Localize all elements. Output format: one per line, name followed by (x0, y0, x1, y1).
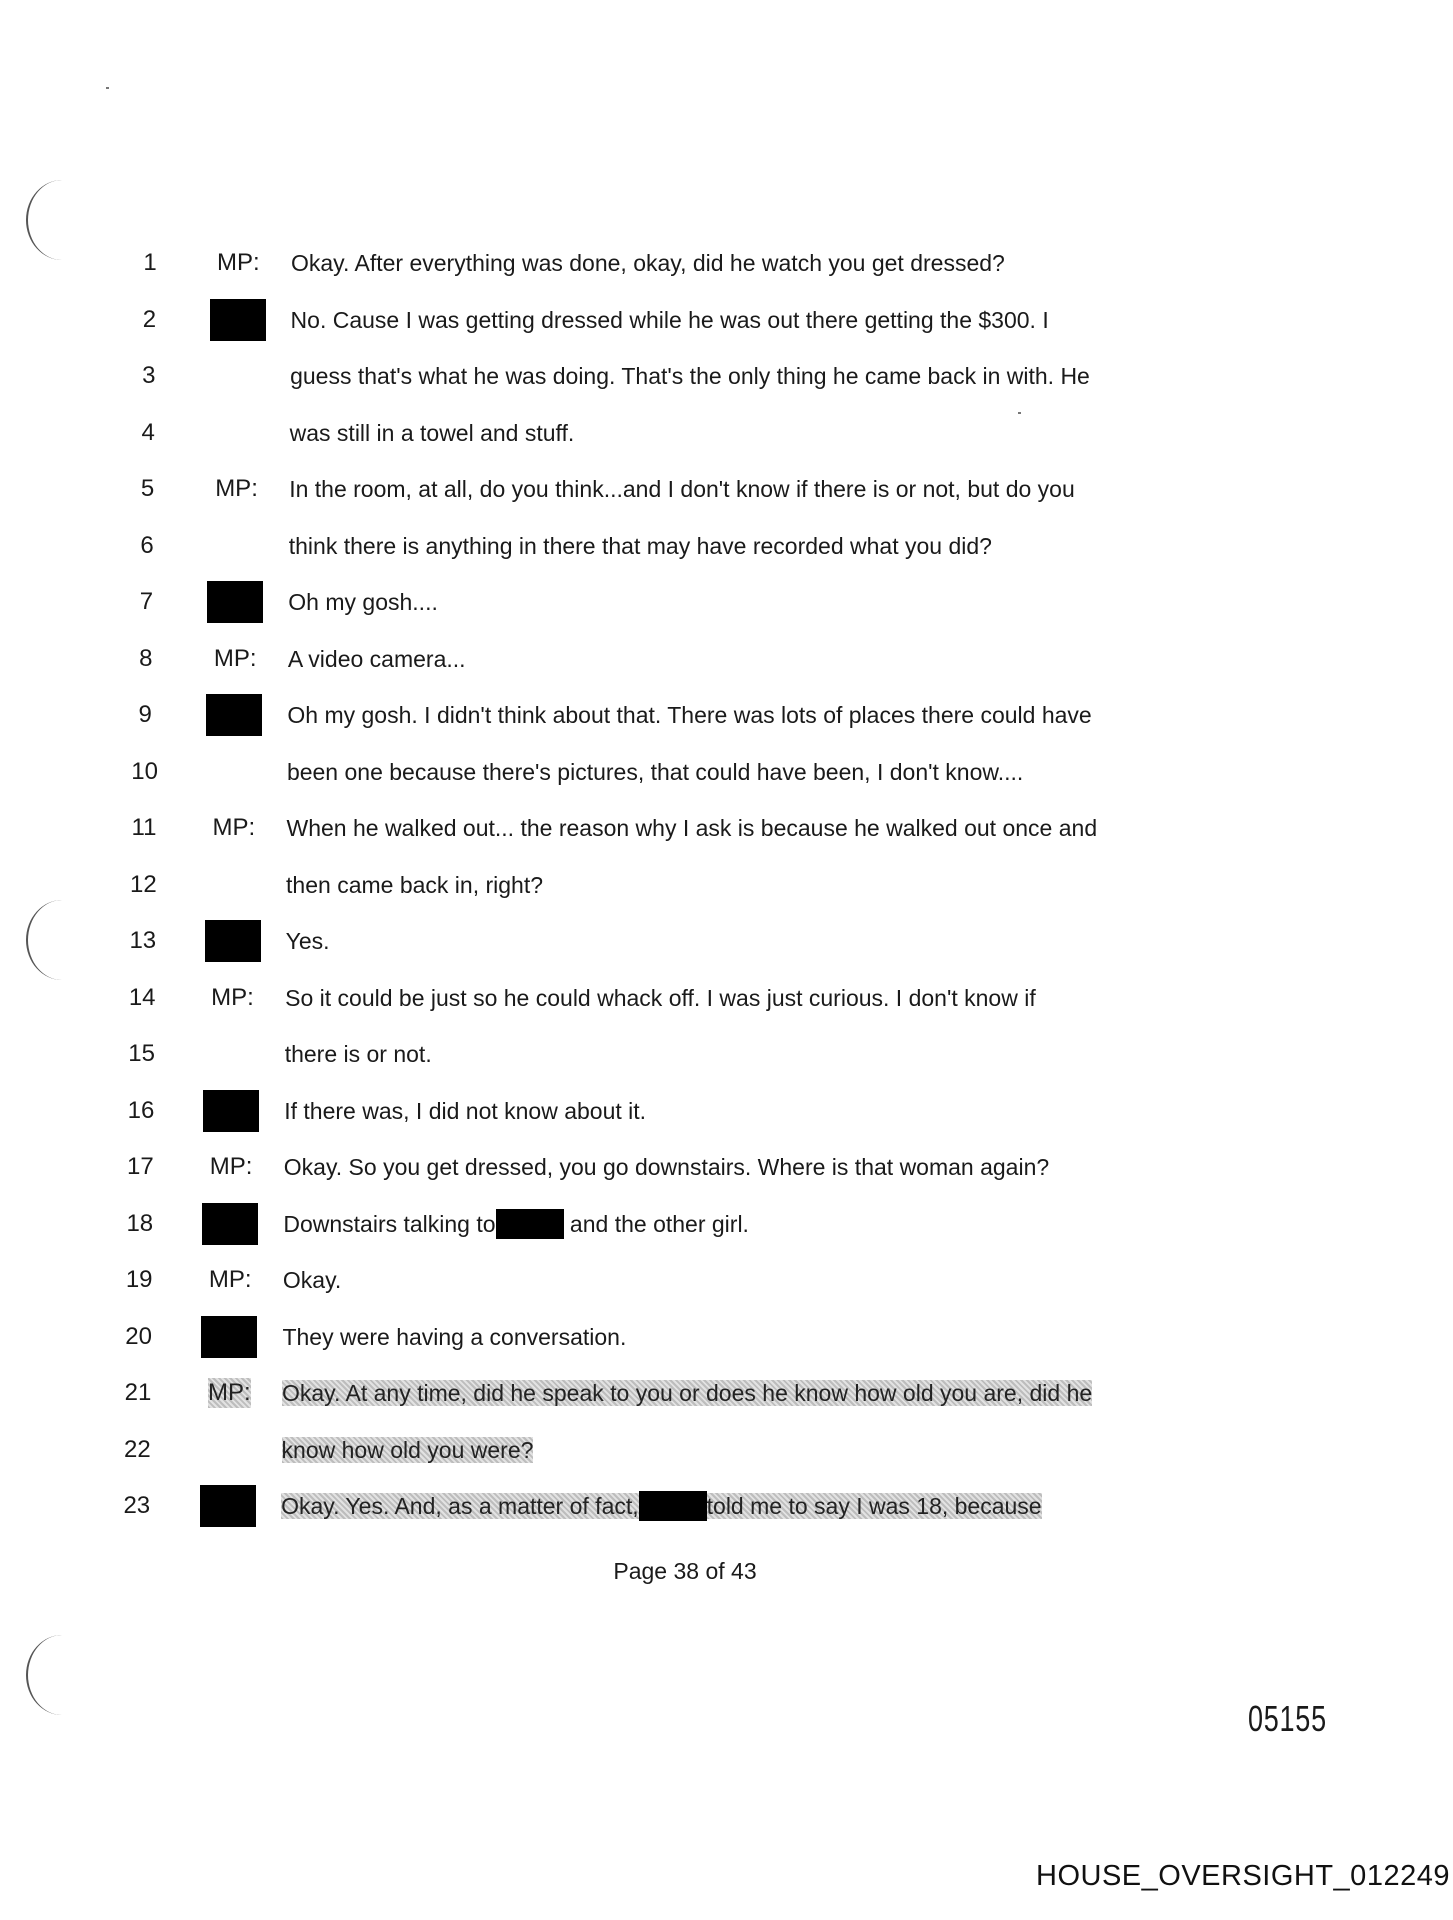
transcript-line (0, 1039, 1453, 1089)
line-number: 18 (126, 1210, 154, 1237)
line-number: 1 (143, 249, 157, 276)
transcript-text (285, 983, 1036, 1013)
inline-redaction-block (496, 1209, 564, 1239)
line-number: 9 (138, 701, 152, 728)
speaker-label: MP: (208, 1379, 251, 1406)
transcript-text-segment: Okay. At any time, did he speak to you or does he know how old you are, did he (282, 1380, 1093, 1406)
transcript-text-segment: and the other girl. (563, 1211, 749, 1237)
transcript-line (0, 248, 1453, 298)
transcript-text (282, 1378, 1092, 1408)
transcript-text (290, 418, 575, 448)
transcript-text (284, 1152, 1049, 1182)
transcript-text (283, 1209, 749, 1239)
transcript-line (0, 926, 1453, 976)
speaker-label: MP: (215, 475, 258, 502)
transcript-line (0, 361, 1453, 411)
transcript-text (281, 1491, 1042, 1521)
speaker-label: MP: (211, 984, 254, 1011)
transcript-text-segment: In the room, at all, do you think...and I don't know if there is or not, but do you (289, 476, 1075, 502)
transcript-line (0, 474, 1453, 524)
transcript-text-segment: If there was, I did not know about it. (284, 1098, 647, 1124)
transcript-text (286, 870, 543, 900)
transcript-line (0, 1491, 1453, 1541)
transcript-text-segment: Okay. Yes. And, as a matter of fact, (281, 1493, 639, 1519)
punch-hole-mark-bottom (26, 1635, 98, 1715)
line-number: 2 (142, 306, 157, 333)
transcript-line (0, 418, 1453, 468)
transcript-text-segment: then came back in, right? (286, 872, 544, 898)
line-number: 14 (128, 984, 156, 1011)
transcript-line (0, 1209, 1453, 1259)
transcript-line (0, 1265, 1453, 1315)
redacted-speaker-block (201, 1316, 257, 1358)
transcript-text-segment: Downstairs talking to (283, 1211, 496, 1237)
redacted-speaker-block (206, 694, 262, 736)
transcript-line (0, 1322, 1453, 1372)
transcript-line (0, 1096, 1453, 1146)
line-number: 8 (139, 645, 153, 672)
redacted-speaker-block (207, 581, 263, 623)
page-number: Page 38 of 43 (613, 1558, 757, 1584)
redacted-speaker-block (203, 1090, 259, 1132)
transcript-text (282, 1322, 626, 1352)
line-number: 19 (125, 1266, 153, 1293)
line-number: 15 (128, 1040, 155, 1067)
transcript-text-segment: think there is anything in there that may have recorded what you did? (288, 533, 992, 559)
line-number: 3 (142, 362, 156, 389)
redacted-speaker-block (205, 920, 261, 962)
line-number: 22 (124, 1436, 151, 1463)
transcript-line (0, 983, 1453, 1033)
line-number: 12 (130, 871, 157, 898)
transcript-text (290, 361, 1090, 391)
scan-speck (106, 87, 109, 89)
line-number: 11 (131, 814, 157, 841)
transcript-text (287, 700, 1091, 730)
line-number: 23 (123, 1492, 151, 1519)
transcript-text (288, 644, 466, 674)
speaker-label: MP: (217, 249, 260, 276)
transcript-line (0, 1152, 1453, 1202)
transcript-line (0, 305, 1453, 355)
transcript-text-segment: They were having a conversation. (282, 1324, 627, 1350)
transcript-line (0, 870, 1453, 920)
transcript-text (287, 813, 1098, 843)
speaker-label: MP: (213, 645, 257, 672)
transcript-line (0, 1378, 1453, 1428)
redacted-speaker-block (200, 1485, 256, 1527)
document-stamp-number: 05155 (1248, 1698, 1327, 1739)
transcript-text (289, 474, 1075, 504)
transcript-text-segment: was still in a towel and stuff. (289, 420, 575, 446)
transcript-text-segment: A video camera... (287, 646, 466, 672)
transcript-line (0, 1435, 1453, 1485)
redacted-speaker-block (210, 299, 266, 341)
redacted-speaker-block (202, 1203, 258, 1245)
speaker-label: MP: (209, 1153, 253, 1180)
transcript-text-segment: know how old you were? (281, 1437, 534, 1463)
transcript-line (0, 644, 1453, 694)
transcript-text-segment: Yes. (285, 928, 330, 954)
transcript-text (288, 587, 438, 617)
transcript-text-segment: been one because there's pictures, that could have been, I don't know.... (286, 759, 1024, 785)
transcript-text (284, 1096, 646, 1126)
line-number: 4 (141, 419, 155, 446)
transcript-text (285, 1039, 432, 1069)
scan-speck (1018, 412, 1021, 414)
transcript-text (289, 531, 992, 561)
transcript-text-segment: Oh my gosh. I didn't think about that. There was lots of places there could have (287, 702, 1092, 728)
speaker-label: MP: (208, 1266, 252, 1293)
inline-redaction-block (639, 1491, 707, 1521)
transcript-text (287, 757, 1023, 787)
transcript-line (0, 813, 1453, 863)
line-number: 10 (131, 758, 158, 785)
line-number: 13 (129, 927, 157, 954)
line-number: 17 (127, 1153, 154, 1180)
transcript-text-segment: Oh my gosh.... (288, 589, 438, 615)
line-number: 7 (139, 588, 154, 615)
transcript-line (0, 700, 1453, 750)
transcript-text-segment: Okay. So you get dressed, you go downstairs. Where is that woman again? (283, 1154, 1050, 1180)
line-number: 16 (127, 1097, 155, 1124)
transcript-text (291, 305, 1049, 335)
transcript-line (0, 531, 1453, 581)
transcript-text-segment: guess that's what he was doing. That's the only thing he came back in with. He (290, 363, 1090, 389)
speaker-label: MP: (212, 814, 256, 841)
transcript-text-segment: When he walked out... the reason why I ask is because he walked out once and (286, 815, 1098, 841)
transcript-text-segment: Okay. (282, 1267, 342, 1293)
transcript-text-segment: No. Cause I was getting dressed while he was out there getting the $300. I (290, 307, 1049, 333)
line-number: 21 (124, 1379, 152, 1406)
transcript-text-segment: told me to say I was 18, because (706, 1493, 1042, 1519)
transcript-text-segment: So it could be just so he could whack off. I was just curious. I don't know if (285, 985, 1036, 1011)
line-number: 6 (140, 532, 154, 559)
transcript-text-segment: Okay. After everything was done, okay, did he watch you get dressed? (291, 250, 1005, 276)
transcript-text (291, 248, 1005, 278)
transcript-text (286, 926, 330, 956)
transcript-line (0, 587, 1453, 637)
line-number: 20 (125, 1323, 152, 1350)
transcript-text (282, 1435, 534, 1465)
transcript-text (283, 1265, 341, 1295)
transcript-line (0, 757, 1453, 807)
bates-number: HOUSE_OVERSIGHT_012249 (1036, 1860, 1450, 1892)
transcript-text-segment: there is or not. (284, 1041, 432, 1067)
line-number: 5 (140, 475, 155, 502)
